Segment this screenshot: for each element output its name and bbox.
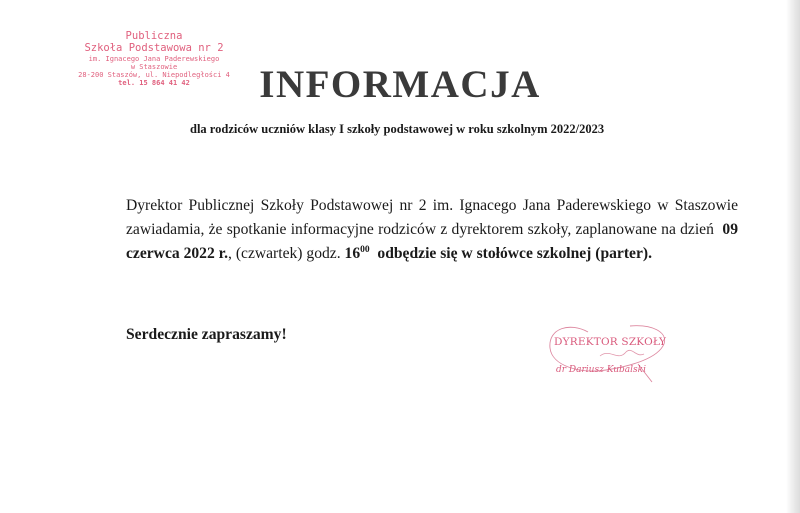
meeting-hour: 16 xyxy=(344,245,361,262)
document-title: INFORMACJA xyxy=(259,63,541,106)
meeting-minutes: 00 xyxy=(360,245,370,255)
invitation-line: Serdecznie zapraszamy! xyxy=(126,326,287,343)
stamp-line-1: Publiczna xyxy=(125,30,183,42)
announcement-body xyxy=(126,194,738,266)
stamp-line-4: w Staszowie xyxy=(130,63,178,72)
body-text-1: Dyrektor Publicznej Szkoły Podstawowej nr 2 im. Ignacego Jana Paderewskiego w Staszowie zawiadamia, że spotkanie informacyjne rodziców z dyrektorem szkoły, zaplanowane na dzień xyxy=(126,197,738,238)
stamp-line-6: tel. 15 864 41 42 xyxy=(118,79,190,88)
stamp-line-5: 28-200 Staszów, ul. Niepodległości 4 xyxy=(78,71,230,80)
stamp-line-2: Szkoła Podstawowa nr 2 xyxy=(84,42,224,55)
meeting-location: odbędzie się w stołówce szkolnej (parter). xyxy=(377,245,652,262)
signature-scribble xyxy=(540,318,680,398)
director-signature xyxy=(540,318,680,398)
stamp-line-3: im. Ignacego Jana Paderewskiego xyxy=(88,55,220,64)
document-subtitle: dla rodziców uczniów klasy I szkoły podstawowej w roku szkolnym 2022/2023 xyxy=(190,122,605,136)
signature-role: DYREKTOR SZKOŁY xyxy=(554,336,667,348)
meeting-date: 09 czerwca 2022 r. xyxy=(126,221,739,262)
body-text-2: , (czwartek) godz. xyxy=(228,245,341,262)
signature-name: dr Dariusz Kubalski xyxy=(556,365,646,375)
meeting-time xyxy=(345,245,370,262)
